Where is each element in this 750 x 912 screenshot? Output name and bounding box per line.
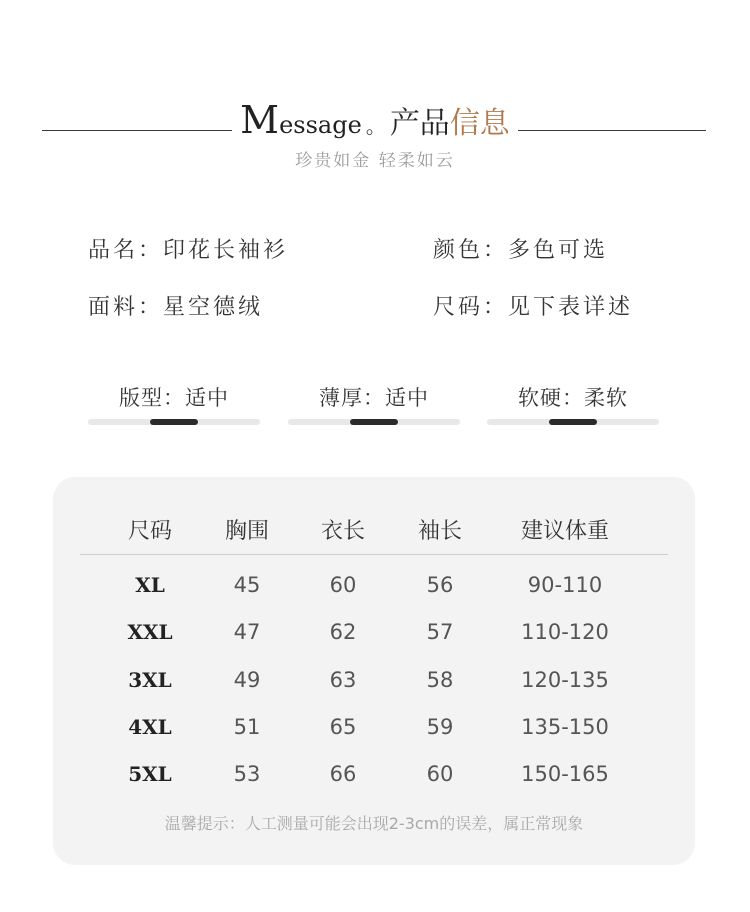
info-color: 颜色：多色可选 — [433, 238, 609, 263]
cell-weight: 90-110 — [527, 573, 603, 597]
cell-weight: 120-135 — [521, 668, 609, 692]
title-cn-main: 产品 — [389, 106, 450, 141]
fit-slider-indicator — [150, 419, 198, 425]
info-name: 品名：印花长袖衫 — [88, 238, 289, 263]
softness-slider-indicator — [549, 419, 597, 425]
header-sleeve: 袖长 — [417, 519, 462, 544]
thickness-slider-track — [288, 419, 460, 425]
cell-length: 65 — [329, 715, 357, 739]
measurement-note: 温馨提示：人工测量可能会出现2-3cm的误差，属正常现象 — [164, 814, 584, 833]
page-title — [0, 98, 750, 142]
cell-length: 66 — [329, 762, 357, 786]
cell-sleeve: 57 — [426, 620, 454, 644]
header-weight: 建议体重 — [520, 519, 609, 544]
cell-chest: 47 — [233, 620, 261, 644]
title-initial: M — [240, 98, 280, 142]
cell-weight: 135-150 — [521, 715, 609, 739]
cell-chest: 53 — [233, 762, 261, 786]
cell-sleeve: 58 — [426, 668, 454, 692]
table-header-divider — [80, 554, 668, 555]
cell-size: XXL — [127, 620, 173, 644]
header-length: 衣长 — [320, 519, 365, 544]
title-cn-accent: 信息 — [449, 106, 510, 141]
page-subtitle: 珍贵如金 轻柔如云 — [295, 151, 455, 171]
cell-size: XL — [135, 573, 165, 597]
cell-chest: 45 — [233, 573, 261, 597]
fit-label: 版型：适中 — [119, 386, 229, 410]
title-rest: essage — [279, 111, 362, 139]
header-size: 尺码 — [127, 519, 172, 544]
cell-chest: 49 — [233, 668, 261, 692]
fit-slider-track — [88, 419, 260, 425]
cell-sleeve: 56 — [426, 573, 454, 597]
header-chest: 胸围 — [224, 519, 269, 544]
info-size: 尺码：见下表详述 — [433, 295, 634, 320]
cell-weight: 150-165 — [521, 762, 609, 786]
thickness-slider-indicator — [350, 419, 398, 425]
cell-weight: 110-120 — [521, 620, 609, 644]
title-dot: 。 — [365, 114, 386, 138]
cell-size: 4XL — [128, 715, 172, 739]
thickness-label: 薄厚：适中 — [319, 386, 429, 410]
cell-length: 63 — [329, 668, 357, 692]
cell-sleeve: 60 — [426, 762, 454, 786]
cell-length: 62 — [329, 620, 357, 644]
softness-label: 软硬：柔软 — [518, 386, 628, 410]
cell-sleeve: 59 — [426, 715, 454, 739]
info-fabric: 面料：星空德绒 — [88, 295, 264, 320]
softness-slider-track — [487, 419, 659, 425]
cell-length: 60 — [329, 573, 357, 597]
cell-size: 5XL — [128, 762, 172, 786]
cell-chest: 51 — [233, 715, 261, 739]
cell-size: 3XL — [128, 668, 172, 692]
